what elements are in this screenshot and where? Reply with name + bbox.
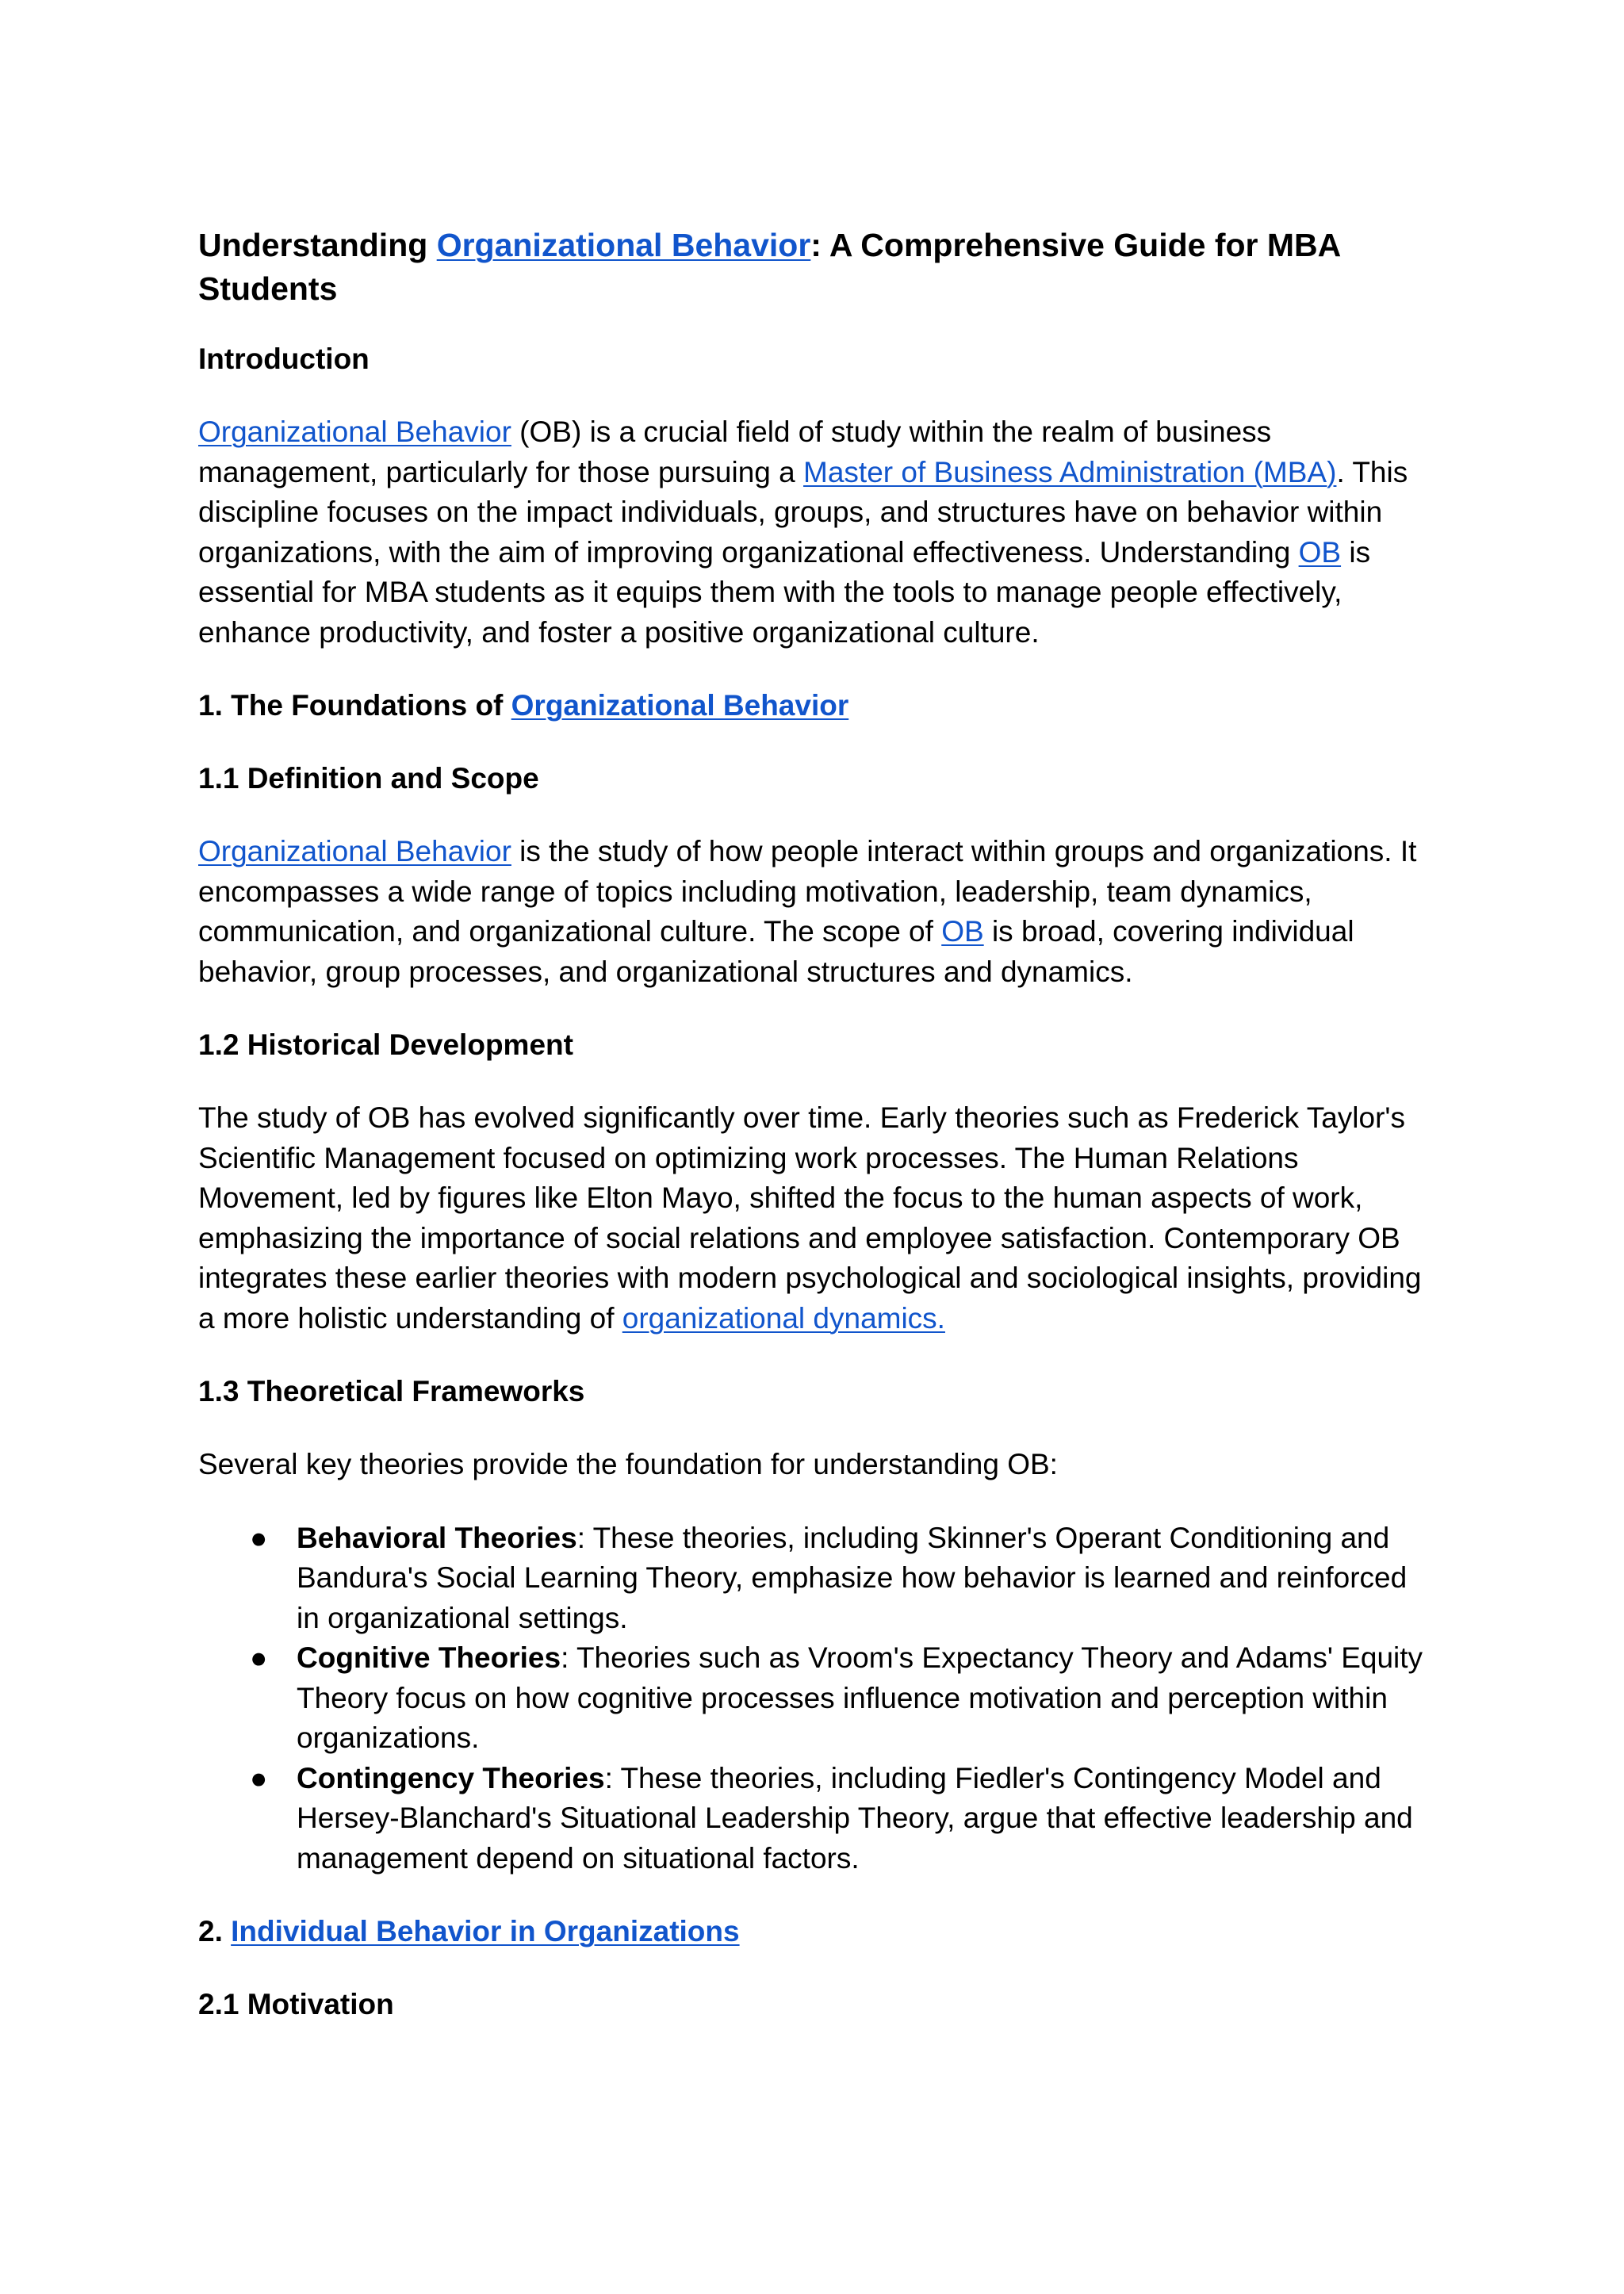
list-item-term: Behavioral Theories (297, 1521, 577, 1554)
list-item (198, 1638, 1435, 1759)
intro-ob-link[interactable]: Organizational Behavior (198, 416, 511, 448)
intro-text-2: . This discipline focuses on the impact individuals, groups, and structures have on behavior within organizations, with the aim of improving organizational effectiveness. Understanding (198, 455, 1408, 569)
organizational-dynamics-link[interactable]: organizational dynamics. (622, 1301, 945, 1335)
list-item-term: Cognitive Theories (297, 1641, 561, 1674)
list-item-text: : These theories, including Fiedler's Contingency Model and Hersey-Blanchard's Situational Leadership Theory, argue that effective leadership and management depend on situational factors. (297, 1761, 1413, 1875)
section-1-3-heading: 1.3 Theoretical Frameworks (198, 1375, 585, 1407)
bullet-icon: ● (250, 1521, 268, 1554)
list-item (198, 1518, 1435, 1639)
section-1-2-heading: 1.2 Historical Development (198, 1028, 573, 1061)
section-1-ob-link[interactable]: Organizational Behavior (511, 689, 849, 722)
bullet-icon: ● (250, 1641, 268, 1674)
list-item-text: : Theories such as Vroom's Expectancy Theory and Adams' Equity Theory focus on how cognitive processes influence motivation and perception within organizations. (297, 1641, 1423, 1754)
title-ob-link[interactable]: Organizational Behavior (436, 227, 811, 263)
list-item (198, 1759, 1435, 1879)
history-text: The study of OB has evolved significantly over time. Early theories such as Frederick Taylor's Scientific Management focused on optimizing work processes. The Human Relations Movement, led by figures like Elton Mayo, shifted the focus to the human aspects of work, emphasizing the importance of social relations and employee satisfaction. Contemporary OB integrates these earlier theories with modern psychological and sociological insights, providing a more holistic understanding of (198, 1101, 1422, 1335)
document-title (198, 224, 1435, 311)
document-page (198, 224, 1435, 2058)
section-2-heading (198, 1912, 1435, 1951)
definition-paragraph (198, 832, 1435, 992)
introduction-paragraph (198, 412, 1435, 653)
section-1-1-heading: 1.1 Definition and Scope (198, 762, 539, 795)
theories-list (198, 1518, 1435, 1879)
bullet-icon: ● (250, 1761, 268, 1794)
list-item-text: : These theories, including Skinner's Operant Conditioning and Bandura's Social Learning Theory, emphasize how behavior is learned and reinforced in organizational settings. (297, 1521, 1408, 1634)
title-prefix: Understanding (198, 227, 437, 263)
intro-ob-short-link[interactable]: OB (1298, 535, 1342, 569)
frameworks-intro-paragraph: Several key theories provide the foundation for understanding OB: (198, 1448, 1058, 1480)
section-1-prefix: 1. The Foundations of (198, 689, 511, 722)
title-suffix: : A Comprehensive Guide for MBA Students (198, 227, 1340, 307)
definition-text-1: is the study of how people interact within groups and organizations. It encompasses a wide range of topics including motivation, leadership, team dynamics, communication, and organizational culture. The scope of (198, 835, 1417, 948)
definition-ob-short-link[interactable]: OB (941, 915, 984, 948)
mba-link[interactable]: Master of Business Administration (MBA) (803, 455, 1337, 488)
intro-text-1: (OB) is a crucial field of study within the realm of business management, particularly for those pursuing a (198, 416, 1272, 488)
individual-behavior-link[interactable]: Individual Behavior in Organizations (231, 1915, 740, 1947)
definition-ob-link[interactable]: Organizational Behavior (198, 835, 511, 867)
introduction-heading: Introduction (198, 343, 370, 375)
definition-text-2: is broad, covering individual behavior, group processes, and organizational structures and dynamics. (198, 915, 1354, 988)
list-item-term: Contingency Theories (297, 1761, 605, 1794)
section-2-1-heading: 2.1 Motivation (198, 1988, 394, 2020)
section-1-heading (198, 686, 1435, 726)
intro-text-3: is essential for MBA students as it equips them with the tools to manage people effectively, enhance productivity, and foster a positive organizational culture. (198, 535, 1371, 649)
section-2-prefix: 2. (198, 1915, 232, 1947)
history-paragraph (198, 1098, 1435, 1338)
